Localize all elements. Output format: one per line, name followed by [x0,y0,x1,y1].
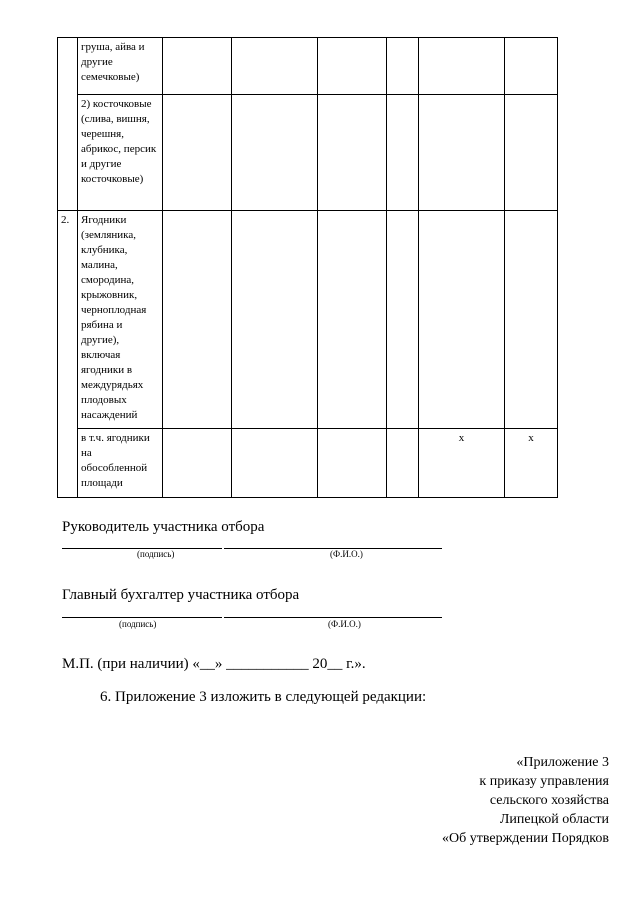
table-row [58,211,558,429]
empty-cell [163,95,232,211]
empty-cell [318,429,387,498]
empty-cell [318,95,387,211]
table-row [58,95,558,211]
row-name-cell: Ягодники (земляника, клубника, малина, смородина, крыжовник, черноплодная рябина и другие), включая ягодники в междурядьях плодовых насаждений [78,211,163,429]
appendix-line: к приказу управления [479,774,609,789]
value-cell: x [419,429,505,498]
empty-cell [232,429,318,498]
empty-cell [318,38,387,95]
data-table [57,37,558,498]
empty-cell [387,429,419,498]
appendix-header [442,753,609,848]
empty-cell [163,38,232,95]
accountant-signature-line [62,617,222,618]
head-signature-title: Руководитель участника отбора [62,519,265,535]
empty-cell [387,38,419,95]
table-row [58,38,558,95]
appendix-line: сельского хозяйства [489,793,609,808]
value-cell [505,95,558,211]
value-cell: x [505,429,558,498]
empty-cell [387,95,419,211]
accountant-signature-title: Главный бухгалтер участника отбора [62,587,300,603]
empty-cell [163,429,232,498]
appendix-line: Липецкой области [499,812,609,827]
empty-cell [163,211,232,429]
value-cell [419,95,505,211]
value-cell [505,211,558,429]
row-number-cell: 2. [58,211,78,498]
head-fio-caption: (Ф.И.О.) [330,549,363,559]
empty-cell [232,95,318,211]
accountant-signature-caption: (подпись) [119,619,157,629]
value-cell [419,38,505,95]
accountant-fio-line [224,617,442,618]
empty-cell [232,38,318,95]
row-number-cell [58,38,78,211]
head-signature-caption: (подпись) [137,549,175,559]
empty-cell [232,211,318,429]
empty-cell [318,211,387,429]
value-cell [419,211,505,429]
accountant-fio-caption: (Ф.И.О.) [328,619,361,629]
empty-cell [387,211,419,429]
appendix-line: «Об утверждении Порядков [442,831,609,846]
paragraph-6: 6. Приложение 3 изложить в следующей редакции: [100,689,427,705]
row-name-cell: в т.ч. ягодники на обособленной площади [78,429,163,498]
table-row [58,429,558,498]
appendix-line: «Приложение 3 [516,755,609,770]
row-name-cell: 2) косточковые (слива, вишня, черешня, абрикос, персик и другие косточковые) [78,95,163,211]
value-cell [505,38,558,95]
stamp-line: М.П. (при наличии) «__» ___________ 20__ г.». [62,656,366,672]
row-name-cell: груша, айва и другие семечковые) [78,38,163,95]
